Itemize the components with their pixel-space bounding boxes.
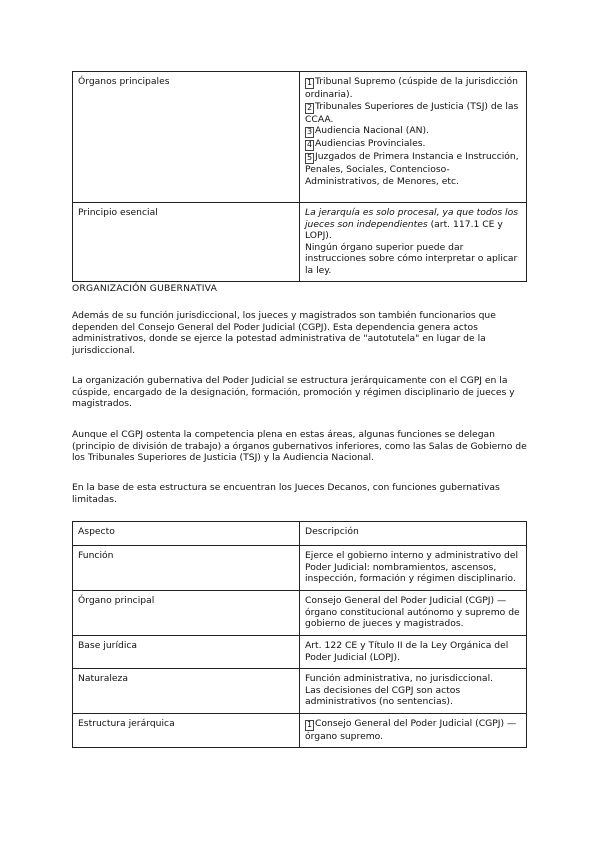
table-row — [73, 669, 527, 714]
aspect-cell: Naturaleza — [73, 669, 300, 714]
list-item-text: Audiencias Provinciales. — [315, 138, 426, 150]
list-item — [305, 138, 522, 151]
number-badge: 2 — [306, 102, 313, 112]
number-badge: 1 — [306, 78, 313, 87]
number-badge: 1 — [306, 720, 313, 729]
description-line: Función administrativa, no jurisdiccional. — [305, 673, 494, 684]
number-badge: 4 — [306, 140, 313, 150]
paragraph: Aunque el CGPJ ostenta la competencia plena en estas áreas, algunas funciones se delegan (principio de división de trabajo) a órganos gubernativos inferiores, como las Salas de Gobierno de los Tribunales Superiores de Justicia (TSJ) y la Audiencia Nacional. — [72, 429, 527, 464]
principle-italic: La jerarquía es solo procesal, ya que todos los jueces son independientes — [305, 207, 518, 230]
table-header-row — [73, 522, 527, 546]
row-label: Principio esencial — [73, 203, 300, 282]
principle-reference: (art. 117.1 CE y LOPJ). — [305, 218, 503, 242]
description-cell — [300, 714, 527, 748]
list-item-text: Tribunales Superiores de Justicia (TSJ) de las CCAA. — [305, 100, 519, 125]
principle-extra: Ningún órgano superior puede dar instrucciones sobre cómo interpretar o aplicar la ley. — [305, 241, 518, 276]
paragraph: En la base de esta estructura se encuentran los Jueces Decanos, con funciones gubernativas limitadas. — [72, 482, 500, 505]
description-text: Consejo General del Poder Judicial (CGPJ) — órgano supremo. — [305, 718, 517, 742]
column-header: Aspecto — [73, 522, 300, 546]
list-item — [305, 125, 522, 138]
row-label: Órganos principales — [73, 72, 300, 203]
table-row — [73, 203, 527, 282]
description-cell — [300, 669, 527, 714]
list-item — [305, 101, 522, 126]
table-row — [73, 714, 527, 748]
aspect-cell: Estructura jerárquica — [73, 714, 300, 748]
list-item-text: Tribunal Supremo (cúspide de la jurisdicción ordinaria). — [305, 76, 518, 100]
list-item — [305, 76, 522, 101]
aspect-cell: Base jurídica — [73, 636, 300, 669]
description-line: Las decisiones del CGPJ son actos administrativos (no sentencias). — [305, 684, 461, 708]
judicial-organs-table — [72, 71, 527, 282]
paragraph: La organización gubernativa del Poder Judicial se estructura jerárquicamente con el CGPJ en la cúspide, encargado de la designación, formación, promoción y régimen disciplinario de jueces y magistrados. — [72, 375, 515, 410]
aspect-cell: Órgano principal — [73, 591, 300, 636]
section-heading: ORGANIZACIÓN GUBERNATIVA — [72, 283, 218, 294]
description-cell: Consejo General del Poder Judicial (CGPJ) — órgano constitucional autónomo y supremo de gobierno de jueces y magistrados. — [300, 591, 527, 636]
paragraph: Además de su función jurisdiccional, los jueces y magistrados son también funcionarios que dependen del Consejo General del Poder Judicial (CGPJ). Esta dependencia genera actos administrativos, donde se ejerce la potestad administrativa de "autotutela" en lugar de la jurisdiccional. — [72, 310, 496, 356]
description-cell: Ejerce el gobierno interno y administrativo del Poder Judicial: nombramientos, ascensos, inspección, formación y régimen disciplinario. — [300, 546, 527, 591]
number-badge: 5 — [306, 153, 313, 163]
row-content — [300, 72, 527, 203]
table-row — [73, 636, 527, 669]
column-header: Descripción — [300, 522, 527, 546]
governance-table — [72, 521, 527, 748]
aspect-cell: Función — [73, 546, 300, 591]
list-item-text: Juzgados de Primera Instancia e Instrucción, Penales, Sociales, Contencioso-Administrativos, de Menores, etc. — [305, 151, 519, 187]
list-item-text: Audiencia Nacional (AN). — [315, 125, 430, 137]
table-row — [73, 591, 527, 636]
table-row — [73, 72, 527, 203]
description-cell: Art. 122 CE y Título II de la Ley Orgánica del Poder Judicial (LOPJ). — [300, 636, 527, 669]
table-row — [73, 546, 527, 591]
row-content — [300, 203, 527, 282]
list-item — [305, 151, 522, 187]
number-badge: 3 — [306, 127, 313, 137]
